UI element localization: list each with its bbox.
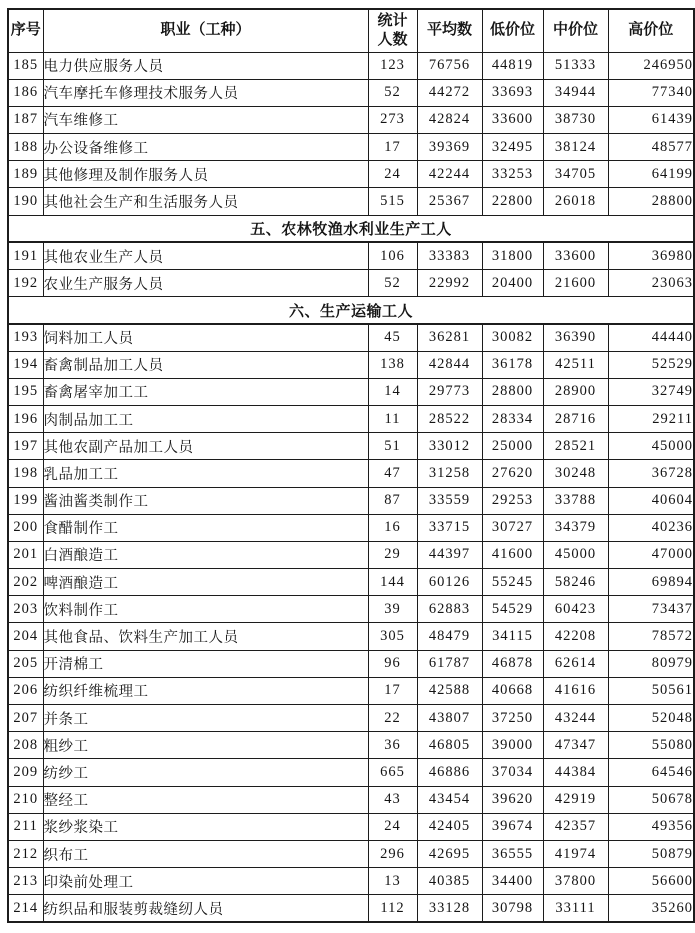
cell-no: 195 <box>8 378 43 405</box>
cell-avg: 76756 <box>417 52 482 79</box>
cell-no: 202 <box>8 569 43 596</box>
header-row <box>8 9 694 52</box>
cell-high: 64199 <box>608 161 694 188</box>
cell-high: 55080 <box>608 732 694 759</box>
cell-low: 40668 <box>482 677 543 704</box>
cell-no: 197 <box>8 433 43 460</box>
table-row <box>8 242 694 269</box>
cell-high: 50561 <box>608 677 694 704</box>
cell-job: 粗纱工 <box>43 732 368 759</box>
table-row <box>8 596 694 623</box>
cell-avg: 33715 <box>417 514 482 541</box>
cell-high: 40604 <box>608 487 694 514</box>
table-row <box>8 351 694 378</box>
cell-mid: 28716 <box>543 405 608 432</box>
table-header <box>8 9 694 52</box>
table-row <box>8 79 694 106</box>
cell-no: 208 <box>8 732 43 759</box>
cell-high: 78572 <box>608 623 694 650</box>
table-row <box>8 868 694 895</box>
cell-count: 29 <box>368 541 417 568</box>
table-row <box>8 732 694 759</box>
cell-low: 30798 <box>482 895 543 922</box>
cell-no: 205 <box>8 650 43 677</box>
cell-count: 24 <box>368 813 417 840</box>
cell-job: 办公设备维修工 <box>43 134 368 161</box>
cell-mid: 38124 <box>543 134 608 161</box>
cell-avg: 42824 <box>417 106 482 133</box>
cell-mid: 41616 <box>543 677 608 704</box>
cell-no: 211 <box>8 813 43 840</box>
cell-count: 515 <box>368 188 417 215</box>
table-row <box>8 514 694 541</box>
cell-low: 39674 <box>482 813 543 840</box>
cell-count: 305 <box>368 623 417 650</box>
cell-mid: 33111 <box>543 895 608 922</box>
cell-mid: 38730 <box>543 106 608 133</box>
cell-low: 41600 <box>482 541 543 568</box>
cell-job: 纺织纤维梳理工 <box>43 677 368 704</box>
cell-no: 199 <box>8 487 43 514</box>
cell-no: 200 <box>8 514 43 541</box>
cell-low: 27620 <box>482 460 543 487</box>
cell-count: 112 <box>368 895 417 922</box>
cell-job: 汽车维修工 <box>43 106 368 133</box>
table-row <box>8 786 694 813</box>
cell-low: 30082 <box>482 324 543 351</box>
table-row <box>8 433 694 460</box>
cell-high: 52048 <box>608 705 694 732</box>
cell-avg: 31258 <box>417 460 482 487</box>
cell-low: 22800 <box>482 188 543 215</box>
cell-avg: 33128 <box>417 895 482 922</box>
cell-low: 20400 <box>482 270 543 297</box>
cell-low: 28800 <box>482 378 543 405</box>
table-row <box>8 378 694 405</box>
cell-mid: 43244 <box>543 705 608 732</box>
cell-high: 77340 <box>608 79 694 106</box>
cell-mid: 28521 <box>543 433 608 460</box>
cell-count: 14 <box>368 378 417 405</box>
cell-avg: 62883 <box>417 596 482 623</box>
cell-low: 39000 <box>482 732 543 759</box>
cell-avg: 42244 <box>417 161 482 188</box>
cell-mid: 41974 <box>543 840 608 867</box>
cell-count: 16 <box>368 514 417 541</box>
table-row <box>8 569 694 596</box>
cell-mid: 47347 <box>543 732 608 759</box>
cell-count: 11 <box>368 405 417 432</box>
cell-no: 185 <box>8 52 43 79</box>
cell-low: 37250 <box>482 705 543 732</box>
cell-job: 其他社会生产和生活服务人员 <box>43 188 368 215</box>
cell-low: 36555 <box>482 840 543 867</box>
table-row <box>8 324 694 351</box>
cell-mid: 37800 <box>543 868 608 895</box>
cell-avg: 46886 <box>417 759 482 786</box>
col-header-count-line2: 人数 <box>377 31 408 48</box>
cell-high: 61439 <box>608 106 694 133</box>
cell-no: 207 <box>8 705 43 732</box>
cell-count: 273 <box>368 106 417 133</box>
cell-mid: 34705 <box>543 161 608 188</box>
cell-job: 并条工 <box>43 705 368 732</box>
cell-job: 浆纱浆染工 <box>43 813 368 840</box>
table-row <box>8 813 694 840</box>
cell-high: 50678 <box>608 786 694 813</box>
cell-low: 39620 <box>482 786 543 813</box>
table-row <box>8 895 694 922</box>
col-header-mid: 中价位 <box>543 9 608 52</box>
cell-no: 210 <box>8 786 43 813</box>
cell-no: 191 <box>8 242 43 269</box>
cell-count: 87 <box>368 487 417 514</box>
cell-high: 35260 <box>608 895 694 922</box>
cell-avg: 22992 <box>417 270 482 297</box>
cell-job: 饮料制作工 <box>43 596 368 623</box>
cell-job: 纺纱工 <box>43 759 368 786</box>
section-row <box>8 297 694 324</box>
cell-mid: 62614 <box>543 650 608 677</box>
section-row <box>8 215 694 242</box>
cell-job: 开清棉工 <box>43 650 368 677</box>
table-body <box>8 52 694 922</box>
table-row <box>8 270 694 297</box>
cell-avg: 36281 <box>417 324 482 351</box>
cell-avg: 61787 <box>417 650 482 677</box>
cell-avg: 46805 <box>417 732 482 759</box>
cell-count: 22 <box>368 705 417 732</box>
cell-no: 192 <box>8 270 43 297</box>
cell-low: 55245 <box>482 569 543 596</box>
cell-job: 畜禽制品加工人员 <box>43 351 368 378</box>
cell-high: 32749 <box>608 378 694 405</box>
table-row <box>8 188 694 215</box>
cell-low: 37034 <box>482 759 543 786</box>
cell-count: 123 <box>368 52 417 79</box>
cell-mid: 58246 <box>543 569 608 596</box>
cell-no: 198 <box>8 460 43 487</box>
table-row <box>8 541 694 568</box>
section-label: 五、农林牧渔水利业生产工人 <box>8 215 694 242</box>
cell-job: 酱油酱类制作工 <box>43 487 368 514</box>
cell-mid: 34379 <box>543 514 608 541</box>
col-header-count <box>368 9 417 52</box>
cell-high: 50879 <box>608 840 694 867</box>
cell-job: 啤酒酿造工 <box>43 569 368 596</box>
cell-mid: 36390 <box>543 324 608 351</box>
cell-job: 其他修理及制作服务人员 <box>43 161 368 188</box>
table-row <box>8 759 694 786</box>
cell-low: 33693 <box>482 79 543 106</box>
cell-high: 45000 <box>608 433 694 460</box>
cell-avg: 29773 <box>417 378 482 405</box>
cell-low: 25000 <box>482 433 543 460</box>
table-row <box>8 134 694 161</box>
cell-no: 213 <box>8 868 43 895</box>
cell-low: 54529 <box>482 596 543 623</box>
cell-no: 193 <box>8 324 43 351</box>
cell-count: 52 <box>368 79 417 106</box>
cell-avg: 33559 <box>417 487 482 514</box>
cell-avg: 60126 <box>417 569 482 596</box>
cell-low: 46878 <box>482 650 543 677</box>
cell-job: 畜禽屠宰加工工 <box>43 378 368 405</box>
table-row <box>8 487 694 514</box>
table-row <box>8 106 694 133</box>
table-row <box>8 677 694 704</box>
cell-high: 40236 <box>608 514 694 541</box>
cell-mid: 30248 <box>543 460 608 487</box>
cell-high: 64546 <box>608 759 694 786</box>
cell-mid: 34944 <box>543 79 608 106</box>
cell-no: 214 <box>8 895 43 922</box>
cell-high: 48577 <box>608 134 694 161</box>
cell-mid: 28900 <box>543 378 608 405</box>
cell-avg: 43454 <box>417 786 482 813</box>
cell-avg: 42844 <box>417 351 482 378</box>
table-row <box>8 161 694 188</box>
cell-avg: 44272 <box>417 79 482 106</box>
cell-count: 39 <box>368 596 417 623</box>
cell-mid: 60423 <box>543 596 608 623</box>
cell-job: 纺织品和服装剪裁缝纫人员 <box>43 895 368 922</box>
cell-count: 47 <box>368 460 417 487</box>
cell-avg: 25367 <box>417 188 482 215</box>
cell-mid: 21600 <box>543 270 608 297</box>
cell-low: 33253 <box>482 161 543 188</box>
cell-low: 32495 <box>482 134 543 161</box>
cell-avg: 42405 <box>417 813 482 840</box>
cell-low: 29253 <box>482 487 543 514</box>
section-label: 六、生产运输工人 <box>8 297 694 324</box>
cell-high: 80979 <box>608 650 694 677</box>
cell-avg: 40385 <box>417 868 482 895</box>
cell-avg: 44397 <box>417 541 482 568</box>
salary-table <box>7 8 695 923</box>
cell-job: 农业生产服务人员 <box>43 270 368 297</box>
cell-avg: 39369 <box>417 134 482 161</box>
cell-avg: 42695 <box>417 840 482 867</box>
col-header-high: 高价位 <box>608 9 694 52</box>
cell-no: 212 <box>8 840 43 867</box>
col-header-job: 职业（工种） <box>43 9 368 52</box>
cell-job: 织布工 <box>43 840 368 867</box>
cell-high: 36728 <box>608 460 694 487</box>
cell-low: 30727 <box>482 514 543 541</box>
cell-no: 203 <box>8 596 43 623</box>
cell-count: 17 <box>368 677 417 704</box>
cell-no: 201 <box>8 541 43 568</box>
cell-job: 其他农副产品加工人员 <box>43 433 368 460</box>
cell-mid: 42357 <box>543 813 608 840</box>
cell-high: 47000 <box>608 541 694 568</box>
cell-count: 665 <box>368 759 417 786</box>
cell-no: 188 <box>8 134 43 161</box>
cell-high: 73437 <box>608 596 694 623</box>
cell-high: 56600 <box>608 868 694 895</box>
cell-count: 138 <box>368 351 417 378</box>
cell-no: 187 <box>8 106 43 133</box>
cell-job: 印染前处理工 <box>43 868 368 895</box>
cell-job: 乳品加工工 <box>43 460 368 487</box>
cell-mid: 33600 <box>543 242 608 269</box>
cell-no: 194 <box>8 351 43 378</box>
cell-no: 204 <box>8 623 43 650</box>
cell-high: 49356 <box>608 813 694 840</box>
cell-mid: 42919 <box>543 786 608 813</box>
table-row <box>8 52 694 79</box>
table-row <box>8 650 694 677</box>
col-header-no: 序号 <box>8 9 43 52</box>
cell-job: 其他食品、饮料生产加工人员 <box>43 623 368 650</box>
cell-job: 整经工 <box>43 786 368 813</box>
cell-low: 34400 <box>482 868 543 895</box>
cell-mid: 42511 <box>543 351 608 378</box>
cell-avg: 28522 <box>417 405 482 432</box>
cell-count: 43 <box>368 786 417 813</box>
cell-count: 296 <box>368 840 417 867</box>
cell-mid: 33788 <box>543 487 608 514</box>
table-row <box>8 460 694 487</box>
cell-low: 34115 <box>482 623 543 650</box>
cell-count: 13 <box>368 868 417 895</box>
table-row <box>8 623 694 650</box>
cell-high: 44440 <box>608 324 694 351</box>
cell-mid: 26018 <box>543 188 608 215</box>
cell-no: 209 <box>8 759 43 786</box>
cell-no: 186 <box>8 79 43 106</box>
cell-avg: 43807 <box>417 705 482 732</box>
cell-no: 196 <box>8 405 43 432</box>
cell-mid: 44384 <box>543 759 608 786</box>
cell-job: 其他农业生产人员 <box>43 242 368 269</box>
cell-job: 食醋制作工 <box>43 514 368 541</box>
cell-job: 肉制品加工工 <box>43 405 368 432</box>
cell-count: 24 <box>368 161 417 188</box>
table-row <box>8 840 694 867</box>
cell-job: 电力供应服务人员 <box>43 52 368 79</box>
cell-no: 206 <box>8 677 43 704</box>
cell-low: 28334 <box>482 405 543 432</box>
cell-low: 31800 <box>482 242 543 269</box>
cell-no: 189 <box>8 161 43 188</box>
cell-count: 96 <box>368 650 417 677</box>
cell-job: 汽车摩托车修理技术服务人员 <box>43 79 368 106</box>
table-row <box>8 405 694 432</box>
cell-count: 36 <box>368 732 417 759</box>
cell-high: 23063 <box>608 270 694 297</box>
cell-count: 45 <box>368 324 417 351</box>
cell-avg: 33383 <box>417 242 482 269</box>
cell-high: 52529 <box>608 351 694 378</box>
cell-avg: 48479 <box>417 623 482 650</box>
cell-mid: 45000 <box>543 541 608 568</box>
col-header-avg: 平均数 <box>417 9 482 52</box>
cell-count: 52 <box>368 270 417 297</box>
cell-count: 51 <box>368 433 417 460</box>
cell-low: 36178 <box>482 351 543 378</box>
cell-high: 28800 <box>608 188 694 215</box>
cell-count: 17 <box>368 134 417 161</box>
cell-high: 36980 <box>608 242 694 269</box>
cell-low: 44819 <box>482 52 543 79</box>
cell-avg: 42588 <box>417 677 482 704</box>
cell-job: 饲料加工人员 <box>43 324 368 351</box>
cell-high: 246950 <box>608 52 694 79</box>
cell-mid: 42208 <box>543 623 608 650</box>
cell-avg: 33012 <box>417 433 482 460</box>
col-header-low: 低价位 <box>482 9 543 52</box>
cell-count: 144 <box>368 569 417 596</box>
cell-count: 106 <box>368 242 417 269</box>
cell-no: 190 <box>8 188 43 215</box>
col-header-count-line1: 统计 <box>377 13 408 29</box>
cell-low: 33600 <box>482 106 543 133</box>
table-row <box>8 705 694 732</box>
cell-job: 白酒酿造工 <box>43 541 368 568</box>
cell-high: 29211 <box>608 405 694 432</box>
cell-high: 69894 <box>608 569 694 596</box>
cell-mid: 51333 <box>543 52 608 79</box>
